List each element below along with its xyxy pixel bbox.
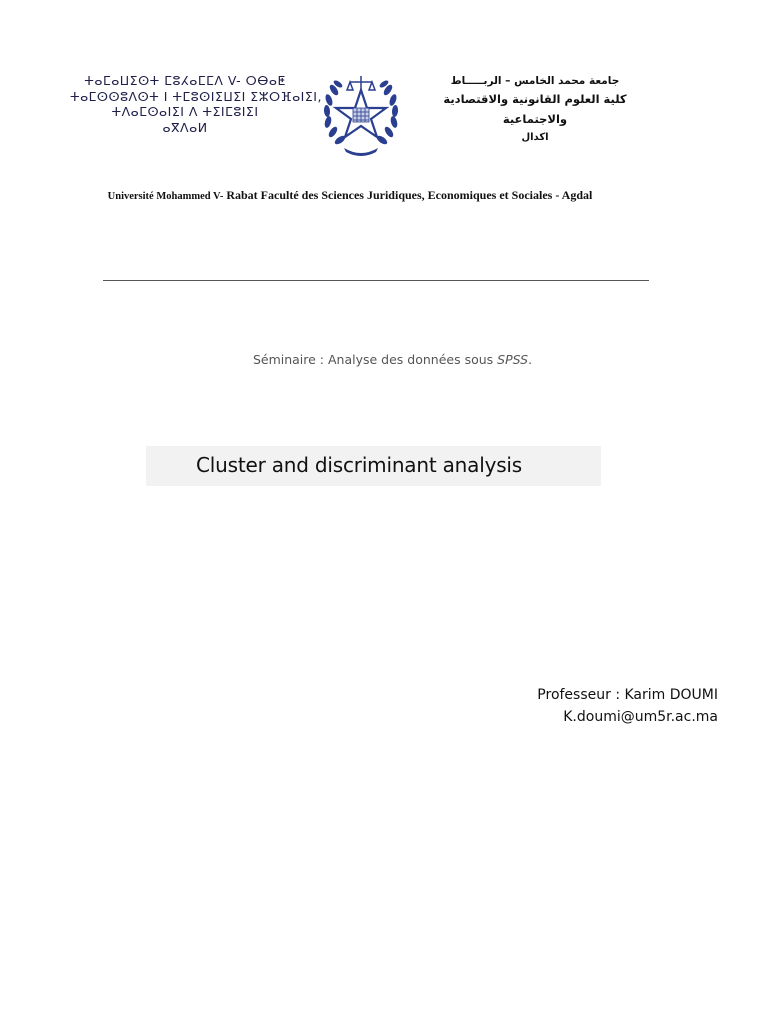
horizontal-divider [103,280,649,281]
professor-block [537,684,718,728]
tifinagh-line-3: ⵜⴷⴰⵎⵙⴰⵏⵉⵏ ⴷ ⵜⵉⵏⵎⵓⵏⵉⵏ [111,104,259,119]
arabic-line-3: اكدال [521,132,549,143]
ribbon-icon [344,148,378,156]
seminar-suffix: . [528,352,533,367]
arabic-line-2: كلية العلوم القانونية والاقتصادية والاجتماعية [443,92,627,126]
university-name-part-b: Rabat Faculté des Sciences Juridiques, Economiques et Sociales - Agdal [226,188,593,202]
seminar-line [0,352,768,367]
professor-email: K.doumi@um5r.ac.ma [563,709,718,725]
tifinagh-line-4: ⴰⴳⴷⴰⵍ [162,119,208,135]
professor-name: Professeur : Karim DOUMI [537,687,718,703]
tifinagh-line-1: ⵜⴰⵎⴰⵡⵉⵙⵜ ⵎⵓⵃⴰⵎⵎⴷ V- ⵔⴱⴰⵟ [84,73,286,88]
book-grid-icon [353,108,369,122]
arabic-line-1: جامعة محمد الخامس – الربـــــاط [450,75,620,87]
arabic-header [430,73,640,147]
university-name [90,188,610,203]
document-title: Cluster and discriminant analysis [196,453,522,477]
university-emblem-icon [320,68,402,158]
seminar-software: SPSS [497,352,529,367]
university-name-part-a: Université Mohammed V- [107,191,224,202]
tifinagh-header [70,73,322,135]
tifinagh-line-2: ⵜⴰⵎⵙⵙⵓⴷⵙⵜ ⵏ ⵜⵎⵓⵙⵏⵉⵡⵉⵏ ⵉⵣⵔⴼⴰⵏⵉⵏ, [70,88,322,104]
seminar-prefix: Séminaire : Analyse des données sous [252,352,498,367]
